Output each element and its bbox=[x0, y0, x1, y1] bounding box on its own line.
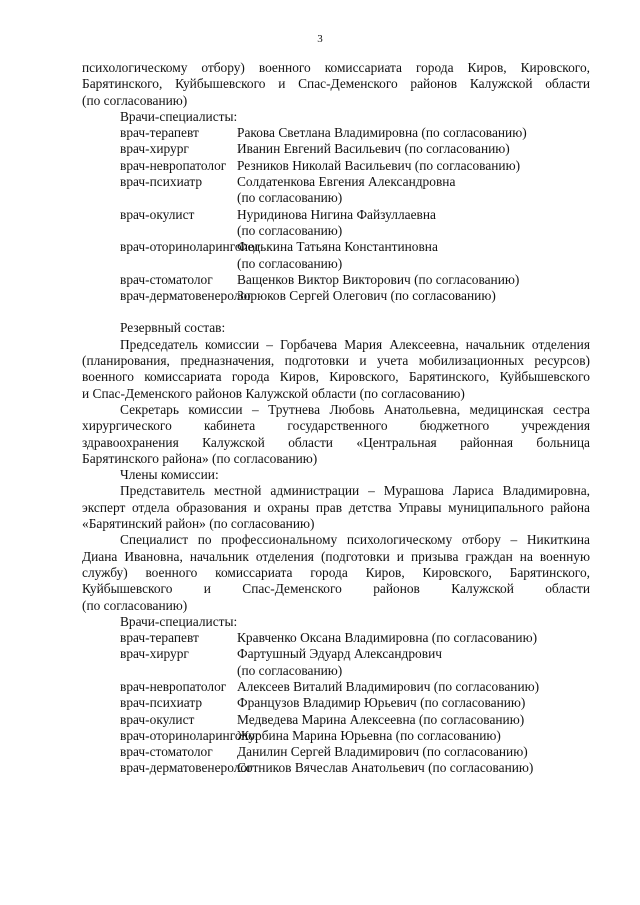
specialist-name: Сотников Вячеслав Анатольевич (по согласованию) bbox=[237, 760, 534, 776]
psych-spec-line: Специалист по профессиональному психологическому отбору – Никиткина bbox=[120, 532, 590, 548]
specialist-row bbox=[82, 288, 590, 304]
psych-spec-line: Куйбышевского и Спас-Деменского районов Калужской области bbox=[82, 581, 590, 597]
psych-spec-line: Диана Ивановна, начальник отделения (подготовки и призыва граждан на военную bbox=[82, 548, 590, 564]
specialist-name-block bbox=[237, 141, 590, 157]
specialist-role: врач-психиатр bbox=[120, 695, 203, 711]
admin-rep-line: Представитель местной администрации – Мурашова Лариса Владимировна, bbox=[120, 483, 590, 499]
specialist-name-block bbox=[237, 239, 590, 272]
specialist-name-block bbox=[237, 630, 590, 646]
specialist-row bbox=[82, 141, 590, 157]
specialist-name: Французов Владимир Юрьевич (по согласованию) bbox=[237, 695, 526, 711]
specialist-row bbox=[82, 125, 590, 141]
chairman-line: (планирования, предназначения, подготовки и учета мобилизационных ресурсов) bbox=[82, 353, 590, 369]
intro-line: Барятинского, Куйбышевского и Спас-Деменского районов Калужской области bbox=[82, 76, 590, 92]
specialist-name-block bbox=[237, 272, 590, 288]
specialist-row bbox=[82, 630, 590, 646]
specialist-name: Данилин Сергей Владимирович (по согласованию) bbox=[237, 744, 528, 760]
chairman-line: и Спас-Деменского районов Калужской области (по согласованию) bbox=[82, 385, 465, 401]
specialist-name: Резников Николай Васильевич (по согласованию) bbox=[237, 157, 521, 173]
specialist-row bbox=[82, 272, 590, 288]
specialist-role: врач-дерматовенеролог bbox=[120, 288, 253, 304]
specialist-row bbox=[82, 695, 590, 711]
intro-line: психологическому отбору) военного комиссариата города Киров, Кировского, bbox=[82, 60, 590, 75]
specialist-name: Федькина Татьяна Константиновна bbox=[237, 239, 438, 255]
specialists-heading-reserve: Врачи-специалисты: bbox=[120, 613, 238, 629]
specialists-list-reserve bbox=[82, 630, 590, 777]
specialist-role: врач-терапевт bbox=[120, 630, 199, 646]
specialist-row bbox=[82, 239, 590, 272]
specialist-name-continued: (по согласованию) bbox=[237, 190, 343, 206]
specialist-role: врач-оториноларинголог bbox=[120, 727, 261, 743]
specialist-name-block bbox=[237, 695, 590, 711]
specialist-row bbox=[82, 207, 590, 240]
specialist-row bbox=[82, 174, 590, 207]
specialist-name: Ракова Светлана Владимировна (по согласованию) bbox=[237, 125, 527, 141]
specialist-name: Кравченко Оксана Владимировна (по согласованию) bbox=[237, 630, 538, 646]
specialist-role: врач-дерматовенеролог bbox=[120, 760, 253, 776]
specialist-name-block bbox=[237, 712, 590, 728]
intro-line: (по согласованию) bbox=[82, 92, 188, 108]
specialist-role: врач-психиатр bbox=[120, 174, 203, 190]
specialist-row bbox=[82, 158, 590, 174]
specialists-list-main bbox=[82, 125, 590, 304]
psych-spec-line: службу) военного комиссариата города Киров, Кировского, Барятинского, bbox=[82, 564, 590, 580]
specialist-name: Журбина Марина Юрьевна (по согласованию) bbox=[237, 727, 501, 743]
page-number: 3 bbox=[317, 33, 323, 45]
specialist-name-block bbox=[237, 728, 590, 744]
specialist-role: врач-невропатолог bbox=[120, 678, 227, 694]
specialist-name-continued: (по согласованию) bbox=[237, 222, 343, 238]
specialist-name: Нуридинова Нигина Файзуллаевна bbox=[237, 206, 436, 222]
secretary-line: здравоохранения Калужской области «Центральная районная больница bbox=[82, 434, 590, 450]
specialist-name: Зорюков Сергей Олегович (по согласованию) bbox=[237, 288, 496, 304]
specialist-name: Медведева Марина Алексеевна (по согласованию) bbox=[237, 711, 525, 727]
specialist-role: врач-окулист bbox=[120, 711, 195, 727]
secretary-line: хирургического кабинета государственного бюджетного учреждения bbox=[82, 418, 590, 434]
secretary-line: Секретарь комиссии – Трутнева Любовь Анатольевна, медицинская сестра bbox=[120, 401, 590, 417]
specialist-role: врач-оториноларинголог bbox=[120, 239, 261, 255]
chairman-line: Председатель комиссии – Горбачева Мария Алексеевна, начальник отделения bbox=[120, 336, 590, 352]
specialist-name-block bbox=[237, 158, 590, 174]
specialist-role: врач-стоматолог bbox=[120, 744, 213, 760]
specialist-name: Алексеев Виталий Владимирович (по согласованию) bbox=[237, 678, 540, 694]
specialist-role: врач-хирург bbox=[120, 646, 189, 662]
specialist-name: Иванин Евгений Васильевич (по согласованию) bbox=[237, 141, 510, 157]
document-body bbox=[82, 60, 590, 777]
specialist-name: Ващенков Виктор Викторович (по согласованию) bbox=[237, 271, 520, 287]
specialist-row bbox=[82, 760, 590, 776]
specialist-name-block bbox=[237, 760, 590, 776]
psych-spec-line: (по согласованию) bbox=[82, 597, 188, 613]
specialist-row bbox=[82, 679, 590, 695]
secretary-line: Барятинского района» (по согласованию) bbox=[82, 450, 318, 466]
specialist-role: врач-хирург bbox=[120, 141, 189, 157]
reserve-heading: Резервный состав: bbox=[120, 320, 226, 336]
admin-rep-line: эксперт отдела образования и охраны прав детства Управы муниципального района bbox=[82, 499, 590, 515]
specialist-row bbox=[82, 728, 590, 744]
specialist-name-block bbox=[237, 646, 590, 679]
specialist-role: врач-терапевт bbox=[120, 125, 199, 141]
specialist-name: Солдатенкова Евгения Александровна bbox=[237, 174, 456, 190]
specialist-role: врач-невропатолог bbox=[120, 157, 227, 173]
specialist-name-block bbox=[237, 288, 590, 304]
specialist-row bbox=[82, 744, 590, 760]
specialist-name-continued: (по согласованию) bbox=[237, 255, 343, 271]
chairman-line: военного комиссариата города Киров, Кировского, Барятинского, Куйбышевского bbox=[82, 369, 590, 385]
specialist-name-block bbox=[237, 207, 590, 240]
specialist-name-block bbox=[237, 125, 590, 141]
specialist-role: врач-стоматолог bbox=[120, 271, 213, 287]
specialist-row bbox=[82, 646, 590, 679]
specialist-row bbox=[82, 712, 590, 728]
specialists-heading: Врачи-специалисты: bbox=[120, 108, 238, 124]
specialist-name: Фартушный Эдуард Александрович bbox=[237, 646, 442, 662]
members-heading: Члены комиссии: bbox=[120, 467, 219, 483]
specialist-name-block bbox=[237, 744, 590, 760]
specialist-name-block bbox=[237, 174, 590, 207]
specialist-name-continued: (по согласованию) bbox=[237, 662, 343, 678]
specialist-name-block bbox=[237, 679, 590, 695]
specialist-role: врач-окулист bbox=[120, 206, 195, 222]
admin-rep-line: «Барятинский район» (по согласованию) bbox=[82, 516, 315, 532]
